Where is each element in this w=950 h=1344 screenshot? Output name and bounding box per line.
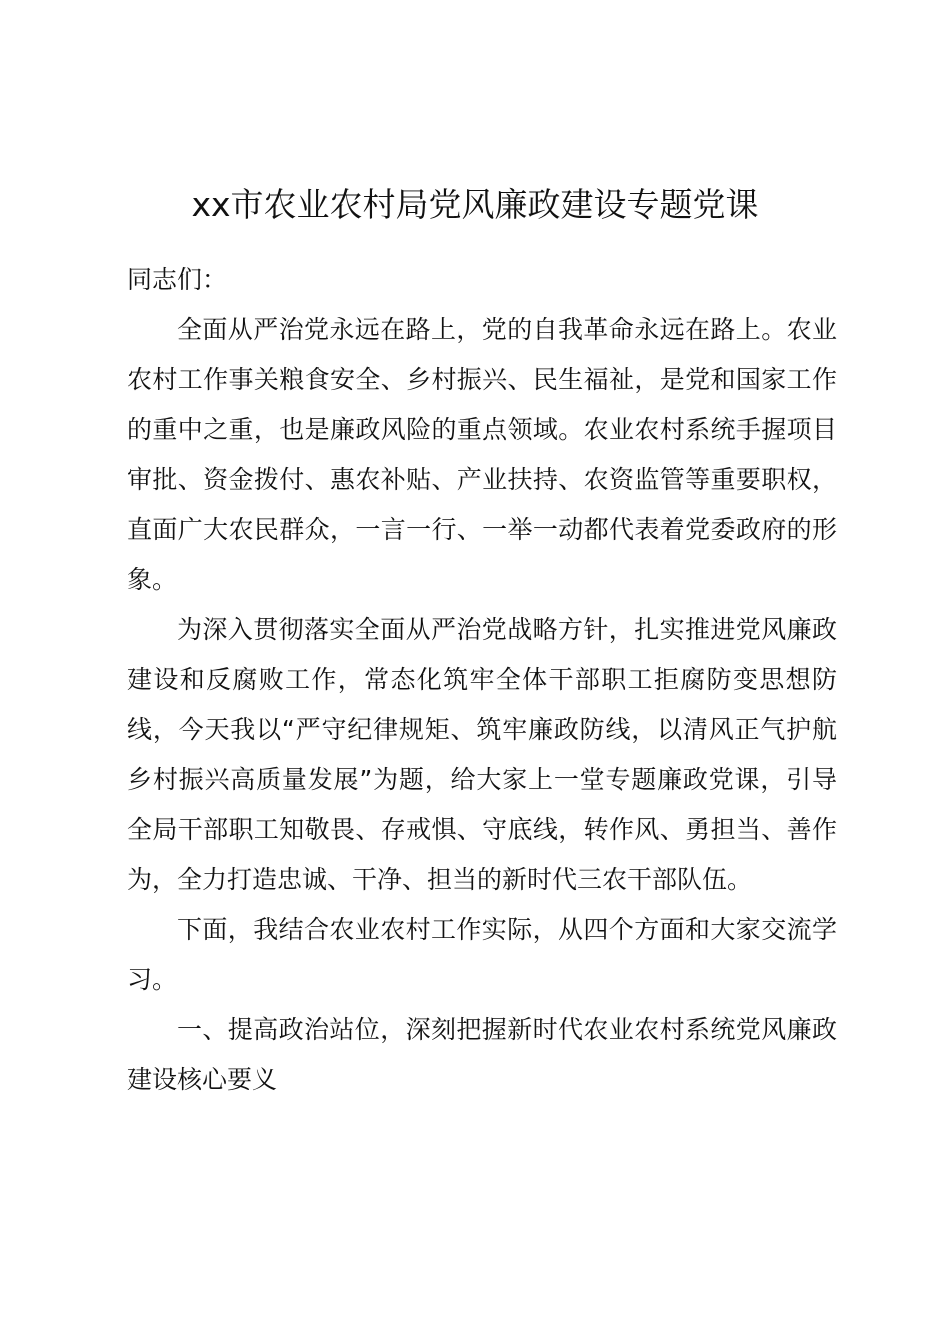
paragraph-intro: 全面从严治党永远在路上，党的自我革命永远在路上。农业农村工作事关粮食安全、乡村振兴、民生福祉，是党和国家工作的重中之重，也是廉政风险的重点领域。农业农村系统手握项目审批、资金拨付、惠农补贴、产业扶持、农资监管等重要职权，直面广大农民群众，一言一行、一举一动都代表着党委政府的形象。 [127,315,837,594]
salutation: 同志们： [127,265,228,294]
paragraph-purpose: 为深入贯彻落实全面从严治党战略方针，扎实推进党风廉政建设和反腐败工作，常态化筑牢全体干部职工拒腐防变思想防线，今天我以“严守纪律规矩、筑牢廉政防线，以清风正气护航乡村振兴高质量发展”为题，给大家上一堂专题廉政党课，引导全局干部职工知敬畏、存戒惧、守底线，转作风、勇担当、善作为，全力打造忠诚、干净、担当的新时代三农干部队伍。 [127,615,837,894]
document-body [127,255,837,1105]
section-heading-1: 一、提高政治站位，深刻把握新时代农业农村系统党风廉政建设核心要义 [127,1015,837,1094]
document-title: xx市农业农村局党风廉政建设专题党课 [191,185,759,224]
paragraph-transition: 下面，我结合农业农村工作实际，从四个方面和大家交流学习。 [127,915,837,994]
